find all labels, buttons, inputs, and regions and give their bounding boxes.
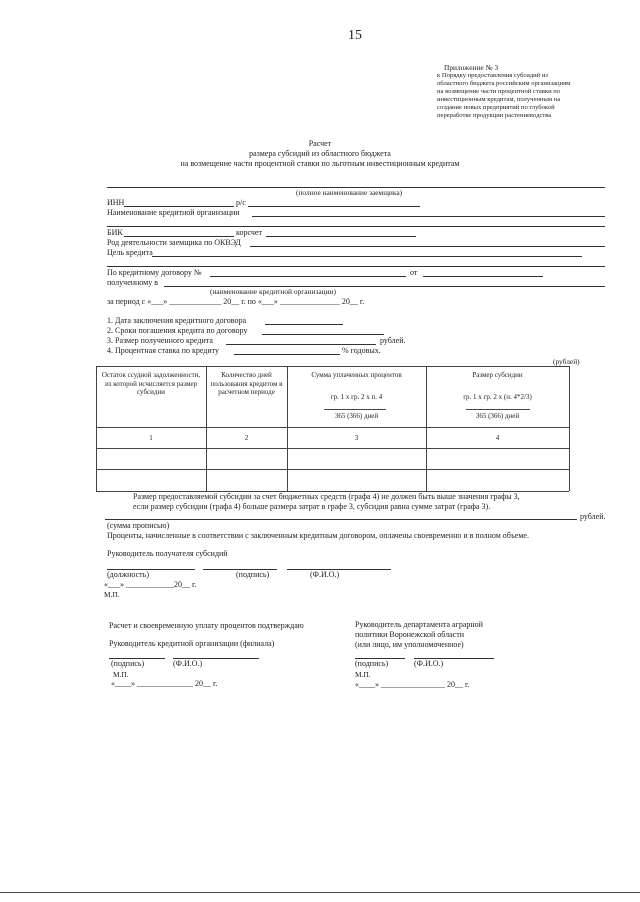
- repayment-terms-value[interactable]: [262, 334, 384, 335]
- header-col3-days: 365 (366) дней: [334, 412, 379, 420]
- inn-field[interactable]: [124, 206, 234, 207]
- heading-line: Расчет: [308, 139, 332, 148]
- rate-value[interactable]: [234, 354, 340, 355]
- department-date: «____» ________________ 20__ г.: [355, 680, 470, 689]
- page-bottom-rule: [0, 892, 640, 893]
- contract-from-label: от: [410, 268, 418, 277]
- credit-size-unit: рублей.: [380, 336, 406, 345]
- bank-head-line: Руководитель кредитной организации (филиала): [109, 639, 275, 648]
- bank-name-field-2[interactable]: [107, 226, 605, 227]
- page-number: 15: [348, 28, 362, 43]
- rs-field[interactable]: [248, 206, 420, 207]
- department-stamp: М.П.: [355, 670, 371, 679]
- annex-title: Приложение № 3: [444, 63, 499, 72]
- contract-number-field[interactable]: [210, 276, 406, 277]
- bank-name-label: Наименование кредитной организации: [107, 208, 240, 217]
- header-col3: Сумма уплаченных процентов: [311, 371, 402, 379]
- formula4-fraction-line: [466, 409, 530, 410]
- recipient-position-caption: (должность): [107, 570, 149, 579]
- inn-label: ИНН: [107, 198, 125, 207]
- table-row-divider: [96, 469, 569, 470]
- header-col1: Остаток ссудной задолженности, из которой исчисляется размер субсидии: [101, 371, 201, 397]
- purpose-field-2[interactable]: [107, 266, 605, 267]
- bank-caption: (наименование кредитной организации): [210, 287, 336, 296]
- annex-line: переработке продукции растениеводства: [437, 112, 552, 119]
- department-line: Руководитель департамента аграрной: [355, 620, 483, 629]
- col-number: 4: [495, 434, 500, 442]
- col-number: 1: [149, 434, 153, 442]
- bank-fio-caption: (Ф.И.О.): [173, 659, 203, 668]
- recipient-date: «___» ____________20__ г.: [104, 580, 197, 589]
- formula3-fraction-line: [324, 409, 386, 410]
- item-repayment-terms: 2. Сроки погашения кредита по договору: [107, 326, 248, 335]
- period-line: за период с «___» _____________ 20__ г. по «___» _______________ 20__ г.: [107, 297, 365, 306]
- table-units: (рублей): [553, 357, 580, 366]
- rs-label: р/с: [236, 198, 246, 207]
- bank-stamp: М.П.: [113, 670, 129, 679]
- annex-line: инвестиционным кредитам, полученным на: [437, 96, 561, 103]
- item-rate: 4. Процентная ставка по кредиту: [107, 346, 220, 355]
- note-line: если размер субсидии (графа 4) больше размера затрат в графе 3, субсидия равна сумме затрат (графа 3).: [133, 502, 491, 511]
- header-col4: Размер субсидии: [472, 371, 523, 379]
- contract-date-field[interactable]: [423, 276, 543, 277]
- department-line: политики Воронежской области: [355, 630, 464, 639]
- received-in-label: полученному в: [107, 278, 158, 287]
- department-signature-caption: (подпись): [355, 659, 389, 668]
- bank-name-field[interactable]: [252, 216, 605, 217]
- borrower-caption: (полное наименование заемщика): [296, 188, 403, 197]
- table-header-bottom: [96, 427, 569, 428]
- recipient-stamp: М.П.: [104, 590, 120, 599]
- col-number: 3: [354, 434, 359, 442]
- annex-line: к Порядку предоставления субсидий из: [437, 72, 548, 79]
- table-row-divider: [96, 448, 569, 449]
- contract-date-value[interactable]: [265, 324, 343, 325]
- purpose-field[interactable]: [152, 256, 582, 257]
- rate-unit: % годовых.: [342, 346, 381, 355]
- item-credit-size: 3. Размер полученного кредита: [107, 336, 213, 345]
- korschet-label: корсчет: [236, 228, 262, 237]
- korschet-field[interactable]: [266, 236, 416, 237]
- contract-label: По кредитному договору №: [107, 268, 202, 277]
- header-col2: Количество дней пользования кредитом в расчетном периоде: [210, 371, 283, 397]
- annex-line: на возмещение части процентной ставки по: [437, 88, 561, 95]
- table-border-right: [569, 366, 570, 491]
- table-col-divider: [426, 366, 427, 491]
- annex-line: создание новых предприятий по глубокой: [437, 104, 555, 111]
- col-number: 2: [244, 434, 249, 442]
- bank-date: «____» ______________ 20__ г.: [111, 679, 218, 688]
- annex-line: областного бюджета российским организациям: [437, 80, 571, 87]
- recipient-signature-caption: (подпись): [236, 570, 270, 579]
- header-col4-days: 365 (366) дней: [475, 412, 520, 420]
- table-col-divider: [206, 366, 207, 491]
- okved-label: Род деятельности заемщика по ОКВЭД: [107, 238, 241, 247]
- heading-line: на возмещение части процентной ставки по льготным инвестиционным кредитам: [180, 159, 460, 168]
- recipient-fio-caption: (Ф.И.О.): [310, 570, 340, 579]
- header-col4-formula: гр. 1 х гр. 2 х (п. 4*2/3): [463, 393, 532, 401]
- table-col-divider: [287, 366, 288, 491]
- bik-field[interactable]: [124, 236, 234, 237]
- payment-statement: Проценты, начисленные в соответствии с заключенным кредитным договором, оплачены своевременно и в полном объеме.: [107, 531, 529, 540]
- bank-confirm-line: Расчет и своевременную уплату процентов подтверждаю: [109, 621, 304, 630]
- credit-size-value[interactable]: [226, 344, 376, 345]
- bik-label: БИК: [107, 228, 123, 237]
- table-border-left: [96, 366, 97, 491]
- purpose-label: Цель кредита: [107, 248, 153, 257]
- header-col3-formula: гр. 1 х гр. 2 х п. 4: [330, 393, 383, 401]
- sum-in-words-field[interactable]: [105, 519, 577, 520]
- department-fio-caption: (Ф.И.О.): [414, 659, 444, 668]
- item-contract-date: 1. Дата заключения кредитного договора: [107, 316, 246, 325]
- okved-field[interactable]: [250, 246, 605, 247]
- note-line: Размер предоставляемой субсидии за счет бюджетных средств (графа 4) не должен быть выше значения графы 3,: [133, 492, 520, 501]
- heading-line: размера субсидий из областного бюджета: [249, 149, 391, 158]
- sum-rubles: рублей.: [580, 512, 606, 521]
- bank-signature-caption: (подпись): [111, 659, 145, 668]
- table-border-top: [96, 366, 569, 367]
- recipient-head: Руководитель получателя субсидий: [107, 549, 228, 558]
- department-line: (или лицо, им уполномоченное): [355, 640, 464, 649]
- sum-caption: (сумма прописью): [107, 521, 170, 530]
